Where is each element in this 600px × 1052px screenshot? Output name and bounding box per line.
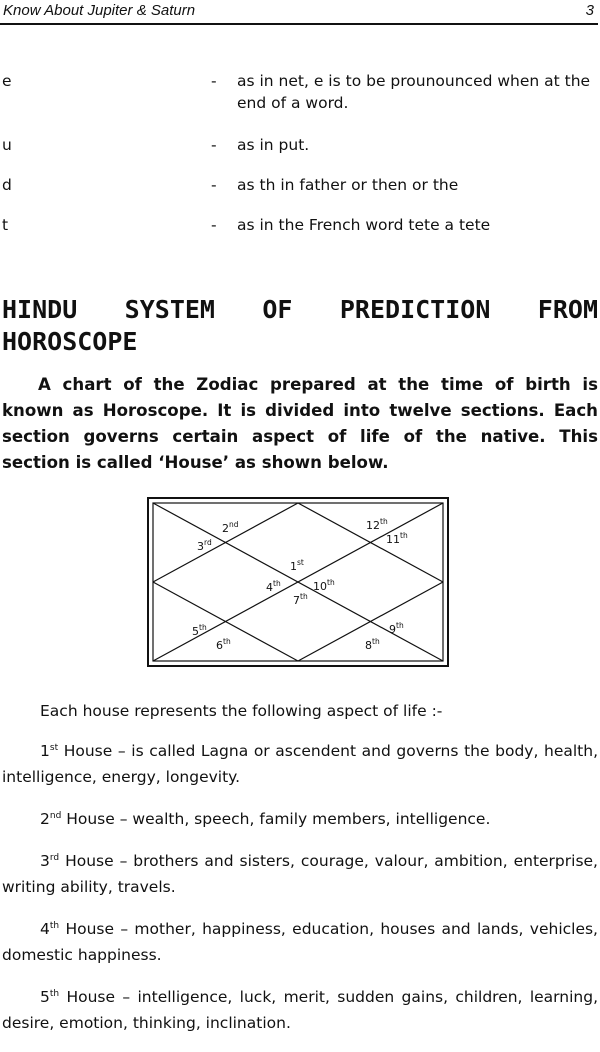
house-label-10: 10th [313,578,335,593]
house-label-4: 4th [266,579,281,594]
pronunciation-description: as in the French word tete a tete [237,216,491,234]
pronunciation-letter: u [2,136,12,154]
house-1-paragraph: 1st House – is called Lagna or ascendent and governs the body, health, intelligence, energy, longevity. [2,742,598,786]
house-label-2: 2nd [222,520,239,535]
house-label-3: 3rd [197,538,212,553]
house-3-paragraph: 3rd House – brothers and sisters, courage, valour, ambition, enterprise, writing ability, travels. [2,852,598,896]
pronunciation-dash: - [211,176,217,194]
pronunciation-letter: t [2,216,9,234]
houses-lead-paragraph: Each house represents the following aspect of life :- [40,702,443,720]
house-chart [147,497,449,667]
intro-paragraph: A chart of the Zodiac prepared at the time of birth is known as Horoscope. It is divided into twelve sections. Each section governs certain aspect of life of the native. This section is called ‘House’ as shown below. [2,375,598,472]
house-4-paragraph: 4th House – mother, happiness, education, houses and lands, vehicles, domestic happiness. [2,920,598,964]
section-heading: HINDU SYSTEM OF PREDICTION FROM HOROSCOPE [2,295,598,356]
house-label-8: 8th [365,637,380,652]
pronunciation-description: as in put. [237,136,310,154]
pronunciation-letter: d [2,176,12,194]
pronunciation-dash: - [211,72,217,90]
page-number: 3 [585,2,594,19]
pronunciation-row [0,134,600,174]
house-label-9: 9th [389,621,404,636]
header-rule [0,23,598,25]
pronunciation-dash: - [211,136,217,154]
pronunciation-description: as th in father or then or the [237,176,459,194]
house-label-12: 12th [366,517,388,532]
pronunciation-row [0,174,600,214]
house-2-paragraph: 2nd House – wealth, speech, family members, intelligence. [40,810,491,828]
house-label-5: 5th [192,623,207,638]
pronunciation-letter: e [2,72,12,90]
house-label-6: 6th [216,637,231,652]
pronunciation-row [0,214,600,254]
house-label-1: 1st [290,558,304,573]
pronunciation-dash: - [211,216,217,234]
pronunciation-row [0,70,600,134]
house-descriptions [2,698,598,1052]
house-label-11: 11th [386,531,408,546]
pronunciation-description: as in net, e is to be prounounced when at the end of a word. [237,72,591,112]
running-header [0,0,600,24]
house-label-7: 7th [293,592,308,607]
pronunciation-list [0,70,600,254]
running-title: Know About Jupiter & Saturn [3,2,196,19]
house-5-paragraph: 5th House – intelligence, luck, merit, sudden gains, children, learning, desire, emotion, thinking, inclination. [2,988,598,1032]
